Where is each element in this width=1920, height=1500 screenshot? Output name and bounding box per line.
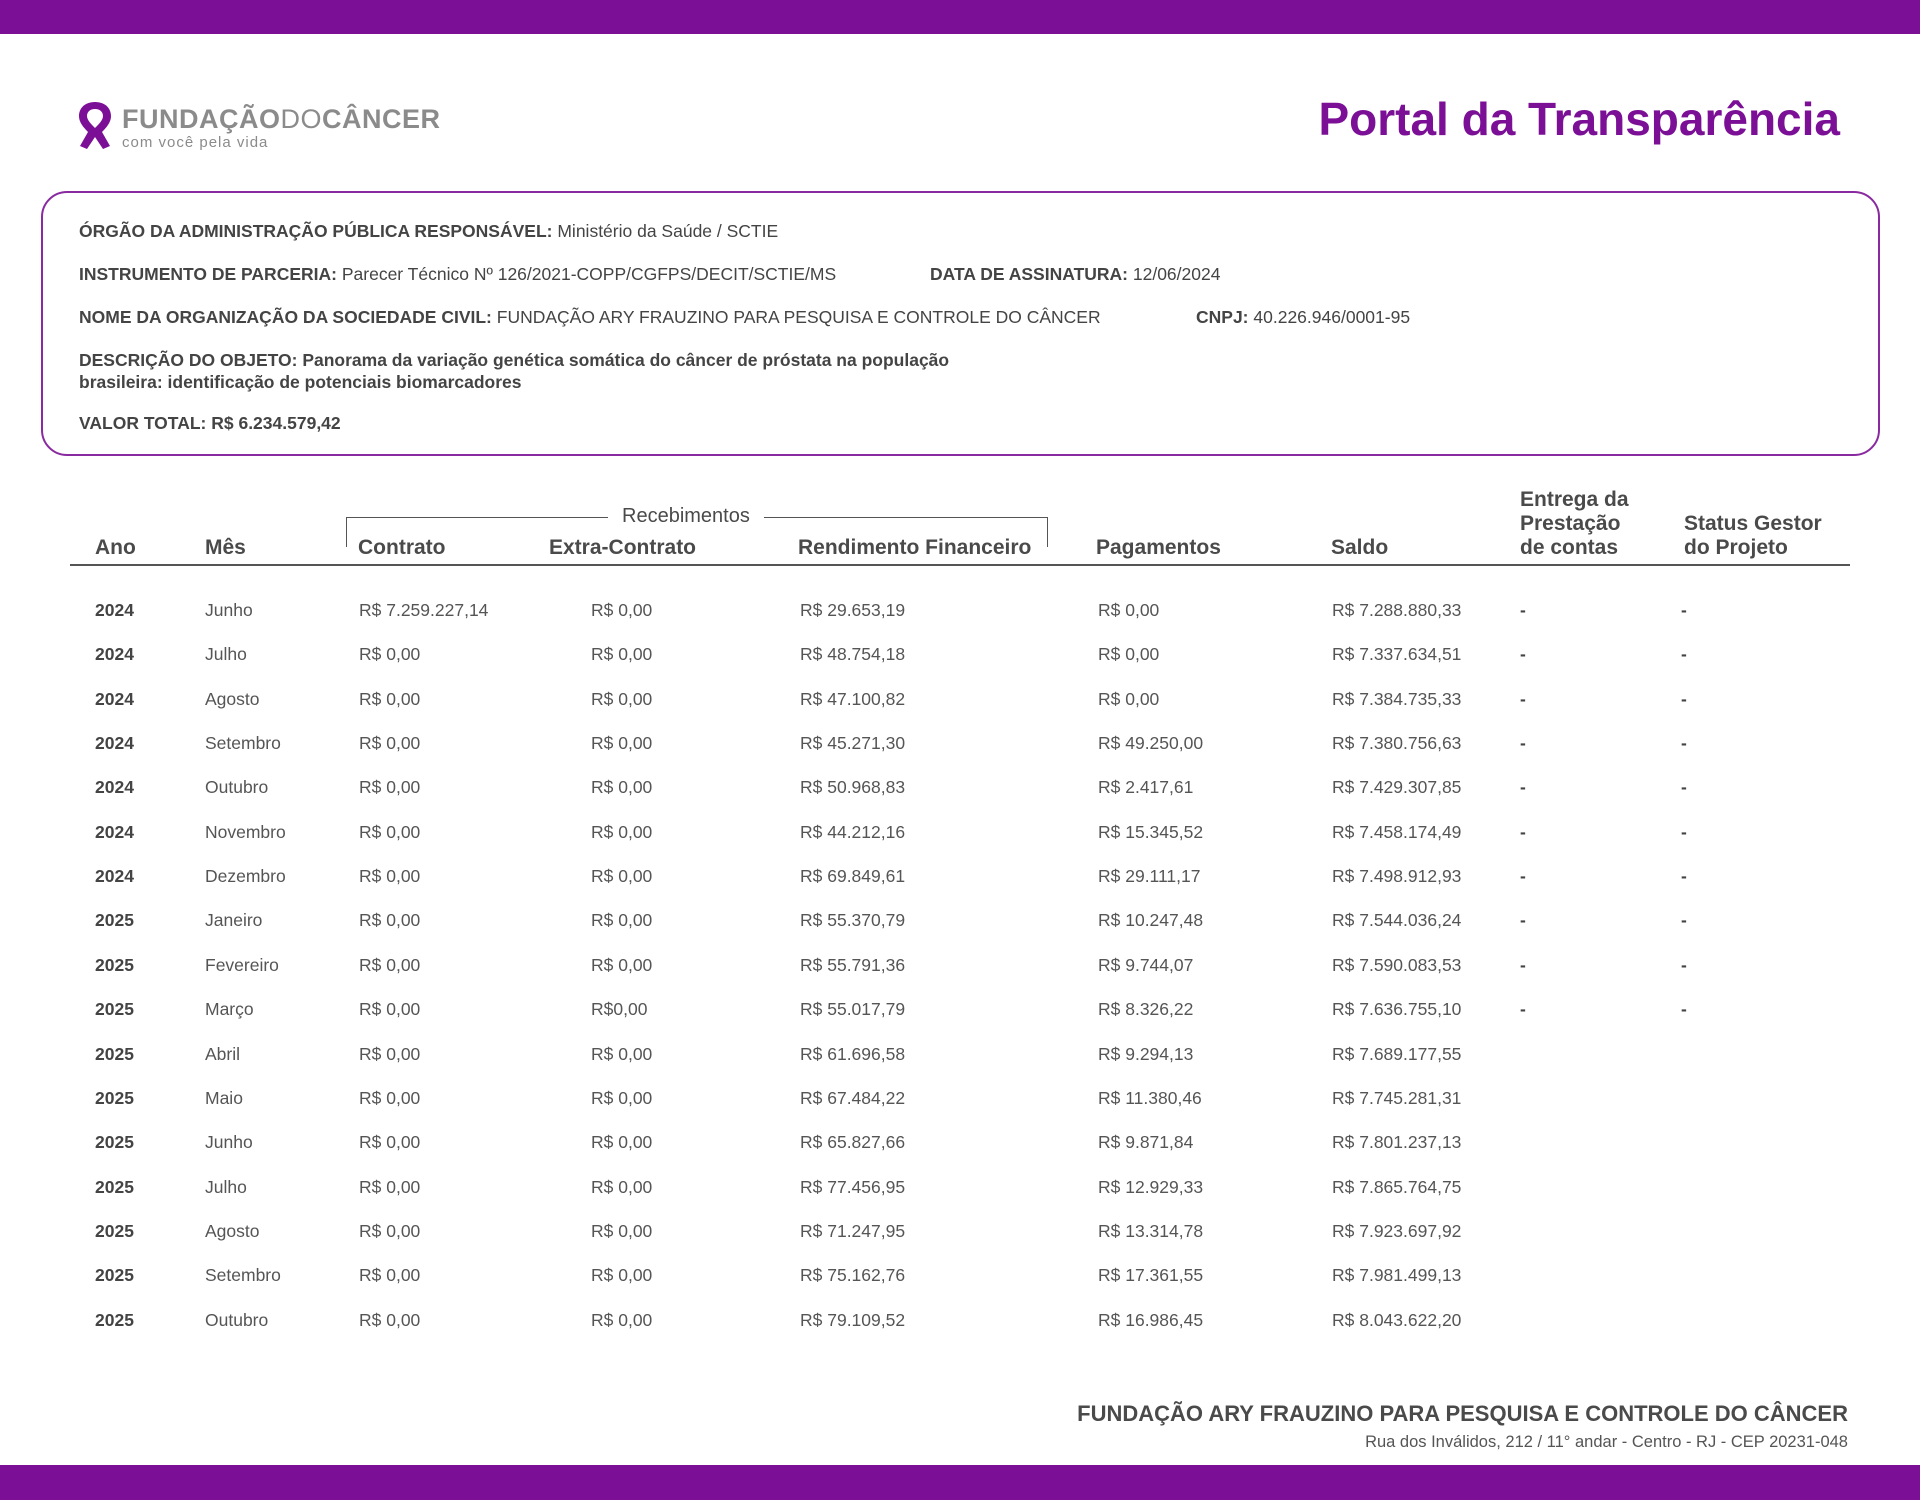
cell-extra-contrato: R$ 0,00 xyxy=(591,866,653,887)
cell-contrato: R$ 0,00 xyxy=(359,1265,421,1286)
cell-entrega: - xyxy=(1520,777,1526,798)
cell-ano: 2024 xyxy=(95,600,134,620)
cell-mes: Julho xyxy=(205,644,247,665)
cell-mes: Setembro xyxy=(205,733,281,754)
cell-contrato: R$ 0,00 xyxy=(359,1220,421,1241)
cell-pagamentos: R$ 0,00 xyxy=(1098,688,1160,709)
cell-entrega: - xyxy=(1520,866,1526,887)
cell-rendimento: R$ 29.653,19 xyxy=(800,600,906,620)
col-ano: Ano xyxy=(95,536,136,559)
cell-status: - xyxy=(1681,821,1687,842)
table-row xyxy=(0,1034,1920,1078)
cell-saldo: R$ 7.801.237,13 xyxy=(1332,1132,1462,1153)
cell-pagamentos: R$ 8.326,22 xyxy=(1098,999,1194,1020)
cell-rendimento: R$ 55.370,79 xyxy=(800,910,906,931)
cell-contrato: R$ 0,00 xyxy=(359,954,421,975)
col-status-2: do Projeto xyxy=(1684,536,1788,559)
cell-status: - xyxy=(1681,644,1687,665)
cell-status: - xyxy=(1681,777,1687,798)
cell-saldo: R$ 7.384.735,33 xyxy=(1332,688,1462,709)
cell-mes: Junho xyxy=(205,1132,253,1153)
cell-status: - xyxy=(1681,600,1687,620)
table-row xyxy=(0,1078,1920,1122)
cell-mes: Setembro xyxy=(205,1265,281,1286)
cell-extra-contrato: R$ 0,00 xyxy=(591,1043,653,1064)
table-row xyxy=(0,945,1920,989)
cell-status: - xyxy=(1681,954,1687,975)
cell-saldo: R$ 7.429.307,85 xyxy=(1332,777,1462,798)
cell-rendimento: R$ 71.247,95 xyxy=(800,1220,906,1241)
cell-ano: 2024 xyxy=(95,644,134,665)
cell-pagamentos: R$ 9.871,84 xyxy=(1098,1132,1194,1153)
col-entrega-1: Entrega da xyxy=(1520,488,1629,511)
cell-extra-contrato: R$0,00 xyxy=(591,999,648,1020)
cell-entrega: - xyxy=(1520,999,1526,1020)
cell-contrato: R$ 0,00 xyxy=(359,1132,421,1153)
cell-ano: 2025 xyxy=(95,1087,134,1108)
cell-mes: Julho xyxy=(205,1176,247,1197)
cell-contrato: R$ 0,00 xyxy=(359,733,421,754)
cell-rendimento: R$ 77.456,95 xyxy=(800,1176,906,1197)
cell-status: - xyxy=(1681,866,1687,887)
cell-rendimento: R$ 55.017,79 xyxy=(800,999,906,1020)
cell-contrato: R$ 0,00 xyxy=(359,1176,421,1197)
cell-contrato: R$ 0,00 xyxy=(359,1043,421,1064)
footer-address: Rua dos Inválidos, 212 / 11° andar - Centro - RJ - CEP 20231-048 xyxy=(1365,1433,1848,1451)
cell-contrato: R$ 0,00 xyxy=(359,999,421,1020)
cell-extra-contrato: R$ 0,00 xyxy=(591,954,653,975)
cell-saldo: R$ 7.337.634,51 xyxy=(1332,644,1462,665)
cell-mes: Fevereiro xyxy=(205,954,279,975)
cell-pagamentos: R$ 15.345,52 xyxy=(1098,821,1204,842)
cell-mes: Agosto xyxy=(205,1220,260,1241)
col-saldo: Saldo xyxy=(1331,536,1389,559)
cell-extra-contrato: R$ 0,00 xyxy=(591,1265,653,1286)
cell-extra-contrato: R$ 0,00 xyxy=(591,688,653,709)
cell-extra-contrato: R$ 0,00 xyxy=(591,1220,653,1241)
col-extra-contrato: Extra-Contrato xyxy=(549,536,697,559)
cell-ano: 2025 xyxy=(95,1220,134,1241)
cell-saldo: R$ 7.590.083,53 xyxy=(1332,954,1462,975)
cell-pagamentos: R$ 0,00 xyxy=(1098,644,1160,665)
table-row xyxy=(0,812,1920,856)
cell-contrato: R$ 0,00 xyxy=(359,821,421,842)
table-header xyxy=(70,480,1850,566)
logo-tagline: com você pela vida xyxy=(122,134,269,151)
cell-saldo: R$ 7.288.880,33 xyxy=(1332,600,1462,620)
cell-ano: 2025 xyxy=(95,1176,134,1197)
table-row xyxy=(0,1167,1920,1211)
cell-saldo: R$ 7.458.174,49 xyxy=(1332,821,1462,842)
cell-contrato: R$ 0,00 xyxy=(359,866,421,887)
cell-ano: 2025 xyxy=(95,910,134,931)
table-row xyxy=(0,679,1920,723)
cell-saldo: R$ 7.689.177,55 xyxy=(1332,1043,1462,1064)
cell-rendimento: R$ 67.484,22 xyxy=(800,1087,906,1108)
cell-saldo: R$ 7.636.755,10 xyxy=(1332,999,1462,1020)
cell-entrega: - xyxy=(1520,733,1526,754)
cell-rendimento: R$ 69.849,61 xyxy=(800,866,906,887)
cell-ano: 2024 xyxy=(95,733,134,754)
cell-rendimento: R$ 65.827,66 xyxy=(800,1132,906,1153)
logo-wordmark: FUNDAÇÃODOCÂNCER xyxy=(122,104,441,134)
cell-extra-contrato: R$ 0,00 xyxy=(591,733,653,754)
col-pagamentos: Pagamentos xyxy=(1096,536,1221,559)
cell-contrato: R$ 0,00 xyxy=(359,777,421,798)
recebimentos-group-label: Recebimentos xyxy=(608,505,764,528)
data-assinatura-line: DATA DE ASSINATURA: 12/06/2024 xyxy=(930,264,1221,284)
cancer-ribbon-icon xyxy=(76,100,114,150)
cell-rendimento: R$ 44.212,16 xyxy=(800,821,906,842)
table-row xyxy=(0,634,1920,678)
cell-contrato: R$ 0,00 xyxy=(359,1309,421,1330)
cell-extra-contrato: R$ 0,00 xyxy=(591,821,653,842)
cell-pagamentos: R$ 16.986,45 xyxy=(1098,1309,1204,1330)
page-title: Portal da Transparência xyxy=(1318,93,1840,145)
cell-pagamentos: R$ 29.111,17 xyxy=(1098,866,1201,887)
cell-pagamentos: R$ 49.250,00 xyxy=(1098,733,1204,754)
cell-status: - xyxy=(1681,688,1687,709)
cell-mes: Outubro xyxy=(205,1309,269,1330)
top-color-bar xyxy=(0,0,1920,34)
cell-entrega: - xyxy=(1520,821,1526,842)
cell-mes: Agosto xyxy=(205,688,260,709)
cell-extra-contrato: R$ 0,00 xyxy=(591,644,653,665)
cell-pagamentos: R$ 13.314,78 xyxy=(1098,1220,1204,1241)
cell-ano: 2025 xyxy=(95,1132,134,1153)
cell-mes: Abril xyxy=(205,1043,241,1064)
descricao-line: DESCRIÇÃO DO OBJETO: Panorama da variação genética somática do câncer de próstata na população xyxy=(79,350,950,370)
cell-mes: Novembro xyxy=(205,821,286,842)
valor-total-line: VALOR TOTAL: R$ 6.234.579,42 xyxy=(79,413,341,433)
orgao-line: ÓRGÃO DA ADMINISTRAÇÃO PÚBLICA RESPONSÁVEL: Ministério da Saúde / SCTIE xyxy=(79,221,779,241)
cell-pagamentos: R$ 10.247,48 xyxy=(1098,910,1204,931)
cell-extra-contrato: R$ 0,00 xyxy=(591,1087,653,1108)
cell-contrato: R$ 0,00 xyxy=(359,1087,421,1108)
foundation-logo xyxy=(76,98,441,154)
cell-ano: 2025 xyxy=(95,1309,134,1330)
cell-extra-contrato: R$ 0,00 xyxy=(591,1132,653,1153)
cell-entrega: - xyxy=(1520,910,1526,931)
cell-contrato: R$ 0,00 xyxy=(359,644,421,665)
cell-pagamentos: R$ 12.929,33 xyxy=(1098,1176,1204,1197)
cell-saldo: R$ 7.981.499,13 xyxy=(1332,1265,1462,1286)
nome-organizacao-line: NOME DA ORGANIZAÇÃO DA SOCIEDADE CIVIL: FUNDAÇÃO ARY FRAUZINO PARA PESQUISA E CONTROLE DO CÂNCER xyxy=(79,307,1101,327)
cell-extra-contrato: R$ 0,00 xyxy=(591,600,653,620)
cell-saldo: R$ 7.923.697,92 xyxy=(1332,1220,1462,1241)
cell-entrega: - xyxy=(1520,954,1526,975)
bottom-color-bar xyxy=(0,1465,1920,1500)
cell-saldo: R$ 7.544.036,24 xyxy=(1332,910,1462,931)
cell-pagamentos: R$ 17.361,55 xyxy=(1098,1265,1204,1286)
cell-status: - xyxy=(1681,733,1687,754)
cell-saldo: R$ 7.745.281,31 xyxy=(1332,1087,1462,1108)
cell-extra-contrato: R$ 0,00 xyxy=(591,1309,653,1330)
cell-rendimento: R$ 50.968,83 xyxy=(800,777,906,798)
cell-ano: 2025 xyxy=(95,1043,134,1064)
cell-rendimento: R$ 48.754,18 xyxy=(800,644,906,665)
cell-ano: 2024 xyxy=(95,866,134,887)
col-entrega-3: de contas xyxy=(1520,536,1619,559)
col-status-1: Status Gestor xyxy=(1684,512,1822,535)
cell-pagamentos: R$ 2.417,61 xyxy=(1098,777,1194,798)
cell-ano: 2024 xyxy=(95,821,134,842)
cell-pagamentos: R$ 9.744,07 xyxy=(1098,954,1194,975)
cell-contrato: R$ 0,00 xyxy=(359,688,421,709)
cell-mes: Dezembro xyxy=(205,866,286,887)
cell-rendimento: R$ 45.271,30 xyxy=(800,733,906,754)
cell-rendimento: R$ 61.696,58 xyxy=(800,1043,906,1064)
cell-entrega: - xyxy=(1520,600,1526,620)
cell-ano: 2025 xyxy=(95,999,134,1020)
table-row xyxy=(0,1255,1920,1299)
cell-pagamentos: R$ 0,00 xyxy=(1098,600,1160,620)
table-row xyxy=(0,1122,1920,1166)
cell-rendimento: R$ 55.791,36 xyxy=(800,954,906,975)
cell-pagamentos: R$ 9.294,13 xyxy=(1098,1043,1194,1064)
cell-ano: 2024 xyxy=(95,688,134,709)
cell-mes: Outubro xyxy=(205,777,269,798)
col-mes: Mês xyxy=(205,536,246,559)
descricao-line-2: brasileira: identificação de potenciais biomarcadores xyxy=(79,372,522,392)
cell-saldo: R$ 8.043.622,20 xyxy=(1332,1309,1462,1330)
col-entrega-2: Prestação xyxy=(1520,512,1621,535)
cell-contrato: R$ 7.259.227,14 xyxy=(359,600,489,620)
instrumento-line: INSTRUMENTO DE PARCERIA: Parecer Técnico Nº 126/2021-COPP/CGFPS/DECIT/SCTIE/MS xyxy=(79,264,837,284)
cell-status: - xyxy=(1681,910,1687,931)
table-row xyxy=(0,767,1920,811)
cell-ano: 2024 xyxy=(95,777,134,798)
cell-mes: Março xyxy=(205,999,254,1020)
cell-rendimento: R$ 75.162,76 xyxy=(800,1265,906,1286)
table-row xyxy=(0,723,1920,767)
cell-entrega: - xyxy=(1520,644,1526,665)
cell-saldo: R$ 7.380.756,63 xyxy=(1332,733,1462,754)
cell-mes: Junho xyxy=(205,600,253,620)
cell-extra-contrato: R$ 0,00 xyxy=(591,1176,653,1197)
cell-status: - xyxy=(1681,999,1687,1020)
cell-ano: 2025 xyxy=(95,1265,134,1286)
cell-saldo: R$ 7.498.912,93 xyxy=(1332,866,1462,887)
table-row xyxy=(0,900,1920,944)
cell-ano: 2025 xyxy=(95,954,134,975)
cell-extra-contrato: R$ 0,00 xyxy=(591,910,653,931)
cell-rendimento: R$ 47.100,82 xyxy=(800,688,906,709)
table-row xyxy=(0,1211,1920,1255)
table-row xyxy=(0,989,1920,1033)
cell-mes: Janeiro xyxy=(205,910,263,931)
info-panel xyxy=(41,191,1880,456)
cell-mes: Maio xyxy=(205,1087,243,1108)
table-row xyxy=(0,856,1920,900)
table-row xyxy=(0,590,1920,634)
cell-contrato: R$ 0,00 xyxy=(359,910,421,931)
col-contrato: Contrato xyxy=(358,536,446,559)
footer-organization: FUNDAÇÃO ARY FRAUZINO PARA PESQUISA E CONTROLE DO CÂNCER xyxy=(1077,1401,1848,1426)
cnpj-line: CNPJ: 40.226.946/0001-95 xyxy=(1196,307,1411,327)
table-row xyxy=(0,1300,1920,1344)
cell-entrega: - xyxy=(1520,688,1526,709)
col-rendimento: Rendimento Financeiro xyxy=(798,536,1032,559)
cell-saldo: R$ 7.865.764,75 xyxy=(1332,1176,1462,1197)
cell-rendimento: R$ 79.109,52 xyxy=(800,1309,906,1330)
cell-pagamentos: R$ 11.380,46 xyxy=(1098,1087,1202,1108)
cell-extra-contrato: R$ 0,00 xyxy=(591,777,653,798)
